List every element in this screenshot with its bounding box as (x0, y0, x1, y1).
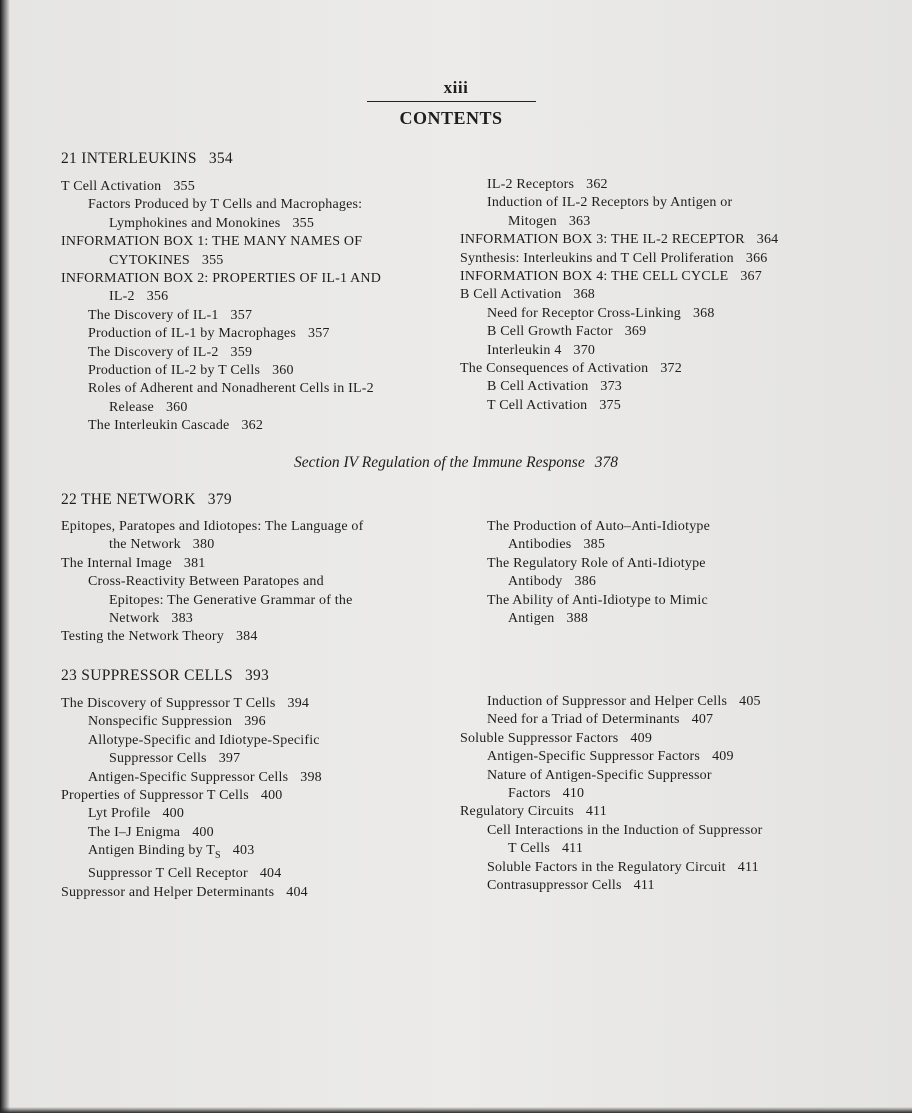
entry-page: 398 (300, 769, 322, 785)
entry-text: CYTOKINES (109, 252, 190, 268)
toc-entry[interactable] (61, 842, 456, 865)
toc-entry[interactable] (460, 518, 900, 536)
ch23-right-column (460, 693, 900, 895)
entry-text: Cell Interactions in the Induction of Suppressor (487, 822, 763, 838)
ch21-left-column (61, 178, 456, 436)
entry-text: Epitopes, Paratopes and Idiotopes: The Language of (61, 519, 364, 534)
entry-text: Allotype-Specific and Idiotype-Specific (88, 732, 320, 748)
chapter-page: 393 (244, 667, 270, 684)
entry-text: Induction of IL-2 Receptors by Antigen or (487, 195, 733, 211)
toc-entry[interactable] (61, 884, 456, 902)
entry-text: Lyt Profile (88, 806, 151, 822)
info-box-entry[interactable] (460, 268, 900, 286)
entry-text: Soluble Suppressor Factors (460, 730, 619, 746)
entry-text: INFORMATION BOX 3: THE IL-2 RECEPTOR (460, 232, 745, 248)
toc-entry-continued[interactable] (460, 536, 900, 554)
entry-page: 388 (566, 611, 589, 627)
toc-entry[interactable] (61, 518, 456, 536)
entry-text: Antigen (508, 611, 555, 627)
entry-page: 403 (232, 843, 255, 859)
toc-entry-continued[interactable] (460, 785, 900, 803)
entry-page: 400 (260, 788, 283, 804)
info-box-entry-continued[interactable] (61, 252, 456, 270)
chapter-title: 21 INTERLEUKINS (61, 150, 197, 167)
entry-page: 362 (241, 418, 264, 434)
entry-text: The Ability of Anti-Idiotype to Mimic (487, 592, 708, 608)
entry-text: the Network (109, 537, 181, 553)
entry-text: Contrasuppressor Cells (487, 878, 622, 894)
entry-page: 368 (573, 287, 596, 303)
entry-page: 397 (218, 751, 241, 767)
chapter-title: 22 THE NETWORK (61, 491, 196, 508)
entry-text: Nature of Antigen-Specific Suppressor (487, 767, 712, 783)
entry-text: The Consequences of Activation (460, 361, 649, 377)
entry-text: INFORMATION BOX 2: PROPERTIES OF IL-1 AND (61, 271, 382, 287)
info-box-entry-continued[interactable] (61, 288, 456, 306)
toc-entry-continued[interactable] (460, 610, 900, 628)
entry-text: Lymphokines and Monokines (109, 215, 281, 231)
ch21-right-column (460, 176, 900, 415)
toc-entry[interactable] (460, 397, 900, 415)
entry-page: 386 (574, 574, 597, 590)
entry-page: 385 (583, 537, 606, 553)
toc-entry-continued[interactable] (61, 610, 456, 628)
entry-text: Roles of Adherent and Nonadherent Cells in IL-2 (88, 381, 374, 397)
entry-text: Factors Produced by T Cells and Macrophages: (88, 197, 363, 213)
toc-entry[interactable] (61, 865, 456, 883)
entry-text: INFORMATION BOX 4: THE CELL CYCLE (460, 269, 729, 285)
entry-page: 383 (171, 611, 193, 627)
entry-text: Properties of Suppressor T Cells (61, 788, 249, 804)
entry-text: B Cell Activation (460, 287, 562, 303)
toc-entry[interactable] (61, 196, 456, 214)
entry-text: The Production of Auto–Anti-Idiotype (487, 519, 711, 534)
entry-text: Antibodies (508, 537, 572, 553)
entry-text: Suppressor and Helper Determinants (61, 884, 275, 900)
entry-page: 410 (562, 786, 585, 802)
entry-page: 373 (600, 379, 623, 395)
entry-page: 407 (691, 712, 714, 728)
ch22-right-column (460, 518, 900, 628)
info-box-entry[interactable] (61, 270, 456, 288)
entry-page: 356 (146, 289, 169, 305)
chapter-22-heading (61, 491, 232, 509)
entry-text: Antigen Binding by T (88, 843, 216, 859)
toc-entry[interactable] (61, 380, 456, 398)
chapter-page: 379 (207, 491, 232, 508)
entry-text: Nonspecific Suppression (88, 714, 233, 730)
entry-page: 364 (756, 232, 779, 248)
entry-text: Suppressor Cells (109, 751, 207, 767)
entry-text: The Discovery of IL-2 (88, 344, 219, 360)
toc-entry[interactable] (61, 769, 456, 787)
chapter-title: 23 SUPPRESSOR CELLS (61, 667, 233, 684)
toc-entry[interactable] (460, 748, 900, 766)
subscript: S (215, 850, 221, 862)
entry-text: INFORMATION BOX 1: THE MANY NAMES OF (61, 234, 363, 250)
page-number: xiii (443, 78, 469, 97)
entry-page: 411 (633, 878, 655, 894)
toc-entry[interactable] (460, 730, 900, 748)
entry-page: 411 (737, 859, 759, 875)
toc-entry[interactable] (460, 592, 900, 610)
toc-entry[interactable] (61, 178, 456, 196)
title-rule (367, 101, 536, 102)
entry-text: Testing the Network Theory (61, 629, 224, 645)
entry-page: 409 (630, 730, 653, 746)
entry-page: 381 (183, 555, 206, 571)
entry-text: T Cell Activation (61, 179, 162, 194)
toc-entry[interactable] (460, 711, 900, 729)
toc-entry[interactable] (61, 732, 456, 750)
entry-text: Need for a Triad of Determinants (487, 712, 680, 728)
section-title-text: Section IV Regulation of the Immune Response (294, 454, 585, 471)
toc-entry[interactable] (61, 787, 456, 805)
toc-entry[interactable] (460, 859, 900, 877)
entry-text: Regulatory Circuits (460, 804, 574, 820)
toc-entry-continued[interactable] (460, 840, 900, 858)
entry-text: Soluble Factors in the Regulatory Circuit (487, 859, 726, 875)
ch23-left-column (61, 695, 456, 902)
entry-page: 375 (599, 397, 621, 413)
entry-page: 369 (624, 324, 647, 340)
entry-text: The Discovery of IL-1 (88, 307, 219, 323)
toc-entry[interactable] (460, 555, 900, 573)
toc-entry[interactable] (61, 628, 456, 646)
entry-page: 409 (712, 749, 734, 765)
entry-page: 360 (272, 363, 294, 379)
entry-page: 372 (660, 361, 682, 377)
toc-entry-continued[interactable] (61, 215, 456, 233)
toc-entry[interactable] (460, 767, 900, 785)
info-box-entry[interactable] (460, 231, 900, 249)
toc-entry[interactable] (61, 695, 456, 713)
entry-text: Mitogen (508, 213, 557, 229)
toc-entry[interactable] (460, 803, 900, 821)
entry-page: 362 (586, 177, 608, 192)
entry-page: 357 (230, 307, 253, 323)
toc-entry[interactable] (460, 342, 900, 360)
entry-page: 380 (192, 537, 215, 553)
section-heading (0, 454, 912, 472)
entry-text: Induction of Suppressor and Helper Cells (487, 694, 728, 709)
entry-page: 370 (573, 342, 596, 358)
toc-entry-continued[interactable] (460, 573, 900, 591)
entry-page: 411 (561, 841, 584, 857)
entry-page: 355 (173, 179, 195, 194)
toc-entry[interactable] (61, 824, 456, 842)
toc-entry[interactable] (460, 378, 900, 396)
info-box-entry[interactable] (61, 233, 456, 251)
entry-text: Antibody (508, 574, 563, 590)
toc-entry[interactable] (460, 360, 900, 378)
entry-page: 396 (244, 714, 266, 730)
entry-text: The I–J Enigma (88, 824, 181, 840)
entry-text: Need for Receptor Cross-Linking (487, 305, 681, 321)
entry-page: 359 (230, 344, 253, 360)
ch22-left-column (61, 518, 456, 647)
entry-text: The Internal Image (61, 555, 172, 571)
chapter-21-heading (61, 150, 233, 168)
toc-entry[interactable] (61, 417, 456, 435)
entry-page: 411 (585, 804, 607, 820)
entry-text: The Regulatory Role of Anti-Idiotype (487, 555, 706, 571)
toc-entry[interactable] (460, 250, 900, 268)
entry-page: 366 (745, 250, 768, 266)
toc-entry[interactable] (61, 555, 456, 573)
toc-entry[interactable] (61, 325, 456, 343)
chapter-page: 354 (208, 150, 233, 167)
entry-page: 360 (165, 399, 188, 415)
toc-entry[interactable] (61, 805, 456, 823)
toc-entry[interactable] (460, 877, 900, 895)
chapter-23-heading (61, 667, 269, 685)
entry-page: 394 (287, 696, 310, 711)
entry-page: 404 (286, 884, 308, 900)
entry-text: Production of IL-2 by T Cells (88, 363, 261, 379)
page-bottom-shadow (0, 1107, 912, 1113)
entry-text: Release (109, 399, 154, 415)
entry-page: 384 (235, 629, 258, 645)
entry-text: IL-2 Receptors (487, 177, 575, 192)
entry-page: 368 (692, 305, 715, 321)
entry-text: IL-2 (109, 289, 135, 305)
entry-page: 355 (201, 252, 224, 268)
toc-entry[interactable] (61, 344, 456, 362)
entry-text: Factors (508, 786, 551, 802)
toc-entry[interactable] (460, 822, 900, 840)
entry-text: The Interleukin Cascade (88, 418, 230, 434)
entry-text: Suppressor T Cell Receptor (88, 866, 248, 882)
entry-text: Synthesis: Interleukins and T Cell Proliferation (460, 250, 734, 266)
toc-entry[interactable] (460, 323, 900, 341)
entry-page: 404 (259, 866, 282, 882)
entry-text: Network (109, 611, 160, 627)
toc-entry[interactable] (61, 307, 456, 325)
toc-entry[interactable] (460, 194, 900, 212)
entry-text: Cross-Reactivity Between Paratopes and (88, 574, 324, 590)
toc-entry-continued[interactable] (460, 213, 900, 231)
toc-entry-continued[interactable] (61, 536, 456, 554)
toc-entry[interactable] (460, 693, 900, 711)
entry-text: Antigen-Specific Suppressor Cells (88, 769, 289, 785)
entry-text: Interleukin 4 (487, 342, 562, 358)
page-edge-shadow (0, 0, 10, 1113)
entry-page: 355 (292, 215, 315, 231)
entry-page: 363 (568, 213, 591, 229)
toc-entry[interactable] (460, 176, 900, 194)
entry-text: B Cell Growth Factor (487, 324, 613, 340)
toc-entry[interactable] (61, 713, 456, 731)
section-page: 378 (594, 454, 618, 471)
toc-entry-continued[interactable] (61, 592, 456, 610)
entry-text: The Discovery of Suppressor T Cells (61, 696, 276, 711)
entry-page: 357 (308, 326, 330, 342)
toc-entry[interactable] (61, 362, 456, 380)
toc-entry[interactable] (460, 305, 900, 323)
entry-page: 405 (739, 694, 761, 709)
entry-page: 400 (192, 824, 214, 840)
entry-text: T Cell Activation (487, 397, 588, 413)
entry-text: T Cells (508, 841, 550, 857)
entry-text: Production of IL-1 by Macrophages (88, 326, 296, 342)
entry-text: B Cell Activation (487, 379, 589, 395)
toc-entry[interactable] (61, 573, 456, 591)
toc-entry-continued[interactable] (61, 399, 456, 417)
toc-entry-continued[interactable] (61, 750, 456, 768)
toc-entry[interactable] (460, 286, 900, 304)
entry-text: Epitopes: The Generative Grammar of the (109, 592, 353, 608)
entry-page: 400 (162, 806, 185, 822)
entry-text: Antigen-Specific Suppressor Factors (487, 749, 701, 765)
page-title: CONTENTS (399, 108, 503, 128)
entry-page: 367 (740, 269, 762, 285)
